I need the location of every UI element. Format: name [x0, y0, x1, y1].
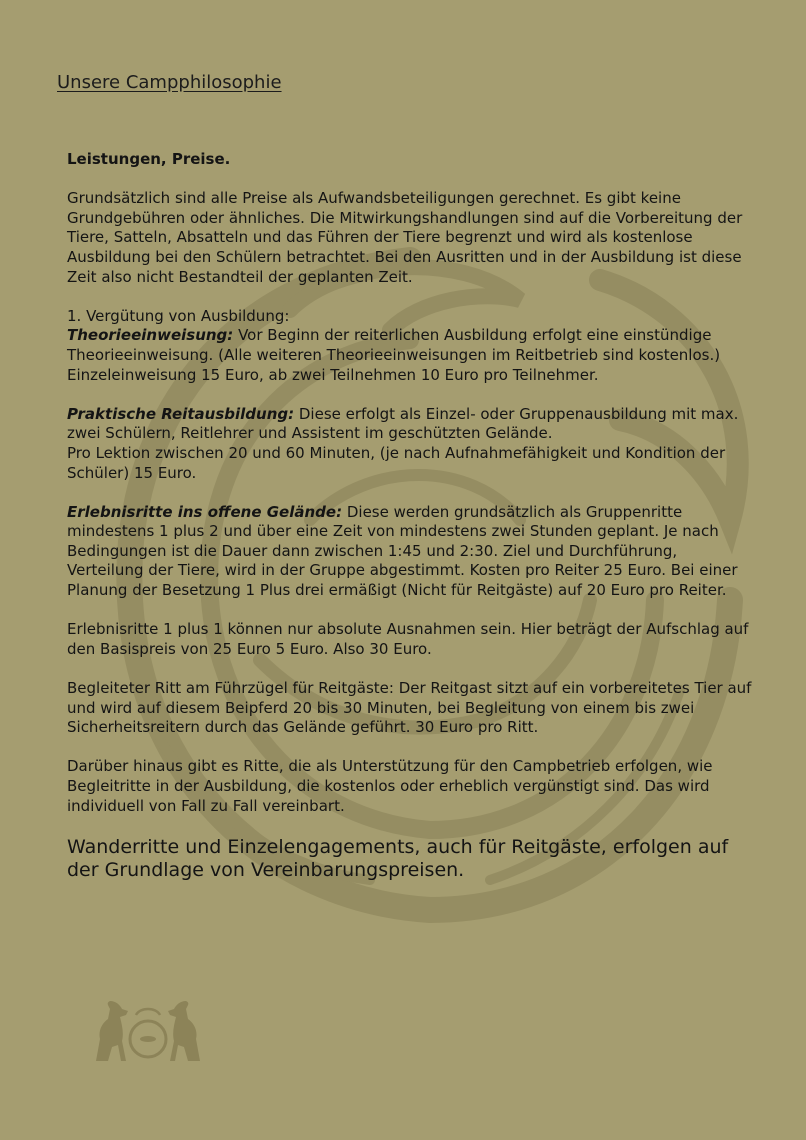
- practical-price: Pro Lektion zwischen 20 und 60 Minuten, (je nach Aufnahmefähigkeit und Kondition der Schüler) 15 Euro.: [67, 443, 726, 482]
- rides-text: Diese werden grundsätzlich als Gruppenritte mindestens 1 plus 2 und über eine Zeit von mindestens zwei Stunden geplant. Je nach Bedingungen ist die Dauer dann zwischen 1:45 und 2:30. Ziel und Durchführung, Verteilung der Tiere, wird in der Gruppe abgestimmt. Kosten pro Reiter 25 Euro. Bei einer Planung der Besetzung 1 Plus drei ermäßigt (Nicht für Reitgäste) auf 20 Euro pro Reiter.: [67, 502, 738, 600]
- rides-paragraph: [67, 503, 757, 601]
- rides-label: Erlebnisritte ins offene Gelände:: [67, 502, 343, 521]
- pricing-section: [67, 150, 757, 901]
- intro-paragraph: Grundsätzlich sind alle Preise als Aufwandsbeteiligungen gerechnet. Es gibt keine Grundgebühren oder ähnliches. Die Mitwirkungshandlungen sind auf die Vorbereitung der Tiere, Satteln, Absatteln und das Führen der Tiere begrenzt und wird als kostenlose Ausbildung bei den Schülern betrachtet. Bei den Ausritten und in der Ausbildung ist diese Zeit also nicht Bestandteil der geplanten Zeit.: [67, 189, 743, 286]
- section-title: Leistungen, Preise.: [67, 150, 231, 168]
- theory-text: Vor Beginn der reiterlichen Ausbildung erfolgt eine einstündige Theorieeinweisung. (Alle weiteren Theorieeinweisungen im Reitbetrieb sind kostenlos.): [67, 326, 721, 364]
- horse-logo-icon: [88, 995, 208, 1065]
- guided-ride-paragraph: Begleiteter Ritt am Führzügel für Reitgäste: Der Reitgast sitzt auf ein vorbereitetes Tier auf und wird auf diesem Beipferd 20 bis 30 Minuten, bei Begleitung von einem bis zwei Sicherheitsreitern durch das Gelände geführt. 30 Euro pro Ritt.: [67, 679, 752, 737]
- rides-exception-paragraph: Erlebnisritte 1 plus 1 können nur absolute Ausnahmen sein. Hier beträgt der Aufschlag auf den Basispreis von 25 Euro 5 Euro. Also 30 Euro.: [67, 620, 749, 658]
- training-paragraph: [67, 307, 757, 385]
- practical-text: Diese erfolgt als Einzel- oder Gruppenausbildung mit max. zwei Schülern, Reitlehrer und Assistent im geschützten Gelände.: [67, 404, 739, 443]
- support-rides-paragraph: Darüber hinaus gibt es Ritte, die als Unterstützung für den Campbetrieb erfolgen, wie Begleitritte in der Ausbildung, die kostenlos oder erheblich vergünstigt sind. Das wird individuell von Fall zu Fall vereinbart.: [67, 757, 713, 815]
- practical-label: Praktische Reitausbildung:: [67, 404, 295, 423]
- practical-paragraph: [67, 405, 757, 483]
- theory-label: Theorieeinweisung:: [67, 326, 234, 345]
- closing-paragraph: Wanderritte und Einzelengagements, auch für Reitgäste, erfolgen auf der Grundlage von Vereinbarungspreisen.: [67, 835, 729, 881]
- theory-price: Einzeleinweisung 15 Euro, ab zwei Teilnehmen 10 Euro pro Teilnehmer.: [67, 365, 599, 384]
- numbered-heading: 1. Vergütung von Ausbildung:: [67, 306, 290, 325]
- page-title: Unsere Campphilosophie: [57, 72, 282, 93]
